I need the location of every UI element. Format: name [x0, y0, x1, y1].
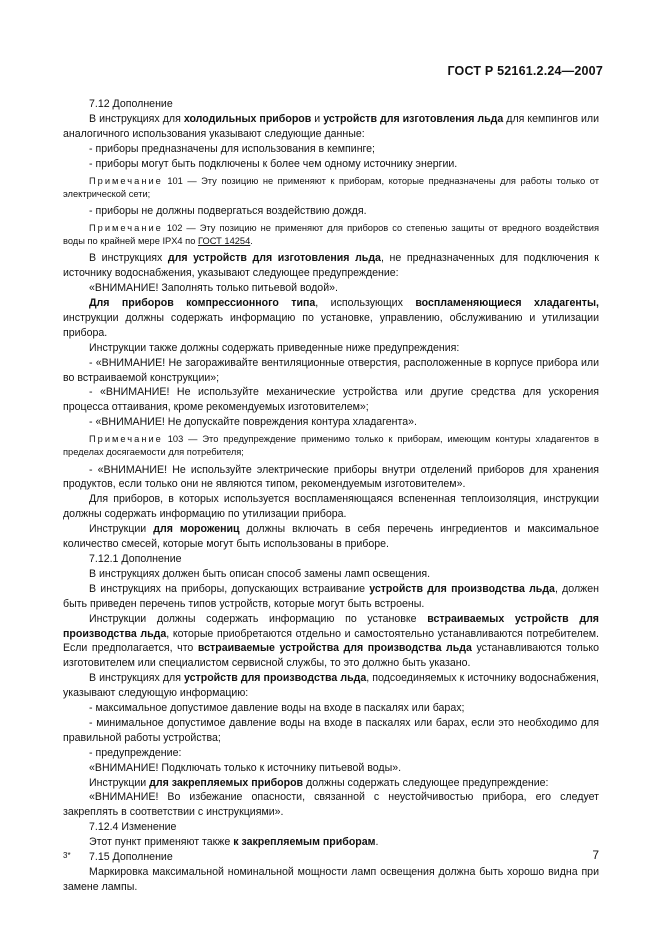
list-item: - приборы предназначены для использования в кемпинге; [89, 142, 376, 155]
page-number: 7 [592, 848, 599, 862]
paragraph: Этот пункт применяют также к закрепляемым приборам. [89, 836, 379, 849]
list-item: - приборы не должны подвергаться воздействию дождя. [89, 204, 367, 217]
list-item: - предупреждение: [89, 746, 182, 759]
sheet-mark: 3* [63, 851, 71, 860]
paragraph-compressor: Для приборов компрессионного типа, использующих воспламеняющиеся хладагенты, инструкции должны содержать информацию по установке, управлению, обслуживанию и утилизации прибора. [63, 296, 599, 339]
list-item: - «ВНИМАНИЕ! Не используйте электрические приборы внутри отделений приборов для хранения продуктов, если только они не являются типом, рекомендуемым изготовителем». [63, 463, 599, 491]
paragraph-ice-makers: В инструкциях для устройств для изготовления льда, не предназначенных для подключения к источнику водоснабжения, указывают следующее предупреждение: [63, 252, 600, 280]
section-heading-7-12-4: 7.12.4 Изменение [89, 821, 177, 834]
list-item: - максимальное допустимое давление воды на входе в паскалях или барах; [89, 702, 465, 715]
list-item: - «ВНИМАНИЕ! Не используйте механические устройства или другие средства для ускорения процесса оттаивания, кроме рекомендуемых изготовителем»; [63, 386, 599, 414]
note-103: Примечание 103 — Это предупреждение применимо только к приборам, имеющим контуры хладагентов в пределах досягаемости для потребителя; [63, 434, 599, 458]
document-body [63, 97, 599, 895]
paragraph: В инструкциях должен быть описан способ замены ламп освещения. [89, 567, 431, 580]
list-item: - «ВНИМАНИЕ! Не допускайте повреждения контура хладагента». [89, 416, 417, 429]
paragraph: Инструкции также должны содержать приведенные ниже предупреждения: [89, 341, 460, 354]
paragraph: В инструкциях на приборы, допускающих встраивание устройств для производства льда, должен быть приведен перечень типов устройств, которые могут быть встроены. [63, 582, 599, 610]
list-item: - минимальное допустимое давление воды на входе в паскалях или барах, если это необходимо для правильной работы устройства; [63, 716, 599, 744]
paragraph: В инструкциях для устройств для производства льда, подсоединяемых к источнику водоснабжения, указывают следующую информацию: [63, 672, 599, 700]
gost-link[interactable]: ГОСТ 14254 [197, 236, 251, 247]
list-item: - приборы могут быть подключены к более чем одному источнику энергии. [89, 157, 458, 170]
paragraph: Для приборов, в которых используется воспламеняющаяся вспененная теплоизоляция, инструкции должны содержать информацию по утилизации прибора. [63, 493, 599, 521]
paragraph-camping: В инструкциях для холодильных приборов и устройств для изготовления льда для кемпингов или аналогичного использования указывают следующие данные: [63, 112, 599, 140]
document-id-header: ГОСТ Р 52161.2.24—2007 [447, 64, 603, 78]
paragraph: Маркировка максимальной номинальной мощности ламп освещения должна быть хорошо видна при замене лампы. [63, 866, 599, 893]
section-heading-7-12: 7.12 Дополнение [89, 98, 173, 110]
paragraph: Инструкции должны содержать информацию по установке встраиваемых устройств для производства льда, которые приобретаются отдельно и самостоятельно устанавливаются потребителем. Если предполагается, что встраиваемые устройства для производства льда устанавливаются только изготовителем или специалистом сервисной службы, то это должно быть указано. [63, 612, 599, 670]
paragraph: Инструкции для закрепляемых приборов должны содержать следующее предупреждение: [89, 776, 549, 789]
warning-text: «ВНИМАНИЕ! Во избежание опасности, связанной с неустойчивостью прибора, его следует закреплять в соответствии с инструкциями». [63, 791, 599, 819]
paragraph-ice-cream: Инструкции для морожениц должны включать в себя перечень ингредиентов и максимальное количество смесей, которые могут быть использованы в приборе. [63, 523, 599, 551]
section-heading-7-12-1: 7.12.1 Дополнение [89, 552, 182, 565]
warning-text: «ВНИМАНИЕ! Подключать только к источнику питьевой воды». [89, 761, 402, 774]
warning-text: «ВНИМАНИЕ! Заполнять только питьевой водой». [89, 282, 338, 295]
note-102: Примечание 102 — Эту позицию не применяют для приборов со степенью защиты от вредного воздействия воды по крайней мере IPX4 по ГОСТ 14254. [63, 222, 599, 247]
section-heading-7-15: 7.15 Дополнение [89, 851, 173, 864]
list-item: - «ВНИМАНИЕ! Не загораживайте вентиляционные отверстия, расположенные в корпусе прибора или во встраиваемой конструкции»; [63, 356, 599, 384]
note-101: Примечание 101 — Эту позицию не применяют к приборам, которые предназначены для работы только от электрической сети; [63, 175, 599, 199]
